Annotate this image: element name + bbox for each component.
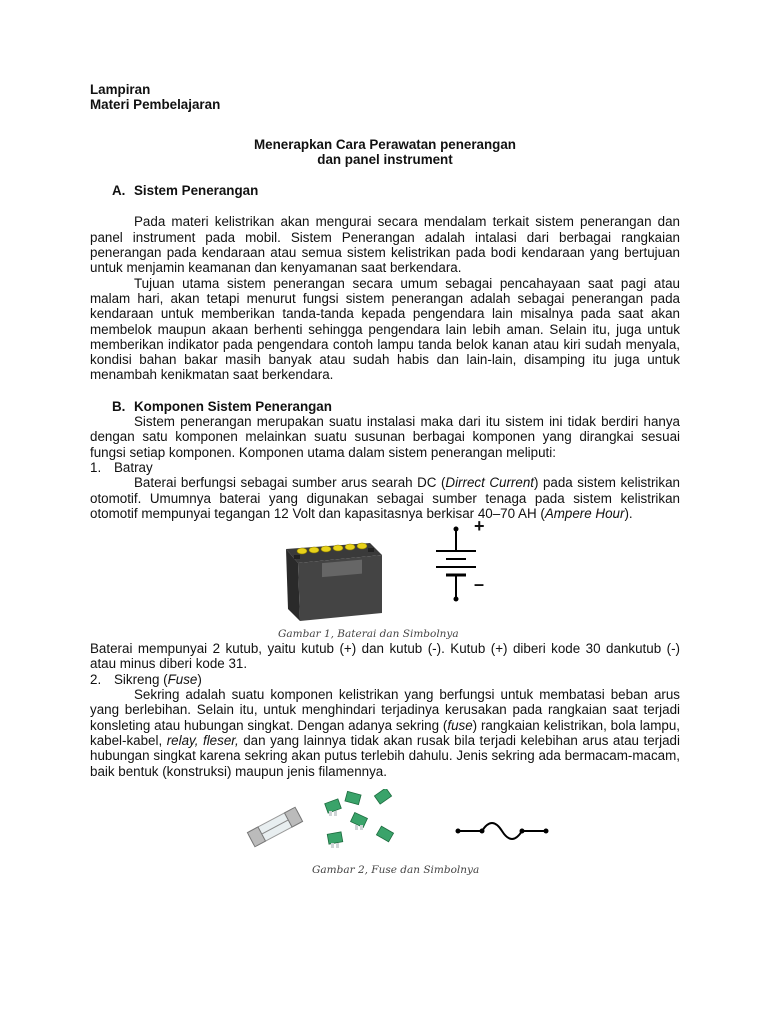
- section-a-paragraph-1: Pada materi kelistrikan akan mengurai secara mendalam terkait sistem penerangan dan panel instrument pada mobil. Sistem Penerangan adalah intalasi dari berbagai rangkaian penerangan pada kendaraan atau semua sistem kelistrikan pada bodi kendaraan yang bertujuan untuk menjamin keamanan dan kenyamanan saat berkendara.: [90, 214, 680, 276]
- fuse-text-1: Sekring adalah suatu komponen kelistrikan yang berfungsi untuk membatasi beban arus yang berlebihan. Selain itu, untuk menghindari terjadinya kerusakan pada rangkaian saat terjadi konsleting atau hubungan singkat. Dengan adanya sekring (: [90, 687, 680, 733]
- fuse-italic-1: fuse: [447, 717, 473, 733]
- section-b-paragraph-1: Sistem penerangan merupakan suatu instalasi maka dari itu sistem ini tidak berdiri hanya dengan satu komponen melainkan suatu susunan berbagai komponen yang dirangkai sesuai fungsi setiap komponen. Komponen utama dalam sistem penerangan meliputi:: [90, 414, 680, 460]
- header-materi: Materi Pembelajaran: [90, 97, 221, 113]
- fuse-label-italic: Fuse: [167, 671, 198, 687]
- battery-italic-ah: Ampere Hour: [544, 505, 625, 521]
- battery-paragraph: [90, 475, 680, 521]
- figure-fuse: [90, 779, 680, 879]
- section-a-paragraph-2: Tujuan utama sistem penerangan secara umum sebagai pencahayaan saat pagi atau malam hari, akan tetapi menurut fungsi sistem penerangan adalah sebagai penerangan pada kendaraan untuk memberikan tanda-tanda kepada pengendara lain misalnya pada saat akan membelok maupun akaan berhenti sehingga pengendara lain lebih aman. Selain itu, juga untuk memberikan indikator pada pengendara contoh lampu tanda belok kanan atau kiri sudah menyala, kondisi bahan bakar masih banyak atau sudah habis dan lain-lain, disamping itu juga untuk menambah kenikmatan saat berkendara.: [90, 275, 680, 383]
- battery-symbol-icon: [430, 523, 510, 623]
- glass-fuse-icon: [240, 797, 310, 857]
- section-b-heading: [112, 399, 680, 414]
- battery-plus-label: +: [474, 516, 485, 537]
- section-a-letter: A.: [112, 183, 126, 199]
- document-title-line1: Menerapkan Cara Perawatan penerangan: [254, 136, 516, 152]
- fuse-text-3: dan yang lainnya tidak akan rusak bila terjadi kelebihan arus atau terjadi hubungan singkat karena sekring akan putus terlebih dahulu. Jenis sekring ada bermacam-macam, baik bentuk (konstruksi) maupun jenis filamennya.: [90, 732, 680, 779]
- battery-poles-paragraph: Baterai mempunyai 2 kutub, yaitu kutub (+) dan kutub (-). Kutub (+) diberi kode 30 dankutub (-) atau minus diberi kode 31.: [90, 641, 680, 672]
- battery-minus-label: –: [474, 574, 485, 595]
- blade-fuses-icon: [318, 789, 408, 859]
- section-b-title: Komponen Sistem Penerangan: [134, 398, 332, 414]
- fuse-label-b: ): [197, 671, 202, 687]
- battery-photo: [278, 529, 388, 625]
- figure-battery: [90, 516, 680, 641]
- list-item-label: Batray: [114, 459, 153, 475]
- fuse-label-a: Sikreng (: [114, 671, 168, 687]
- list-item-number: 2.: [90, 671, 102, 687]
- fuse-text-2: ) rangkaian kelistrikan, bola lampu, kabel-kabel,: [90, 717, 680, 748]
- battery-text-c: ).: [624, 505, 633, 521]
- list-item-battery: [90, 460, 680, 475]
- header-lampiran: Lampiran: [90, 82, 151, 97]
- document-page: [90, 82, 680, 879]
- fuse-symbol-icon: [452, 811, 552, 851]
- figure-2-caption: Gambar 2, Fuse dan Simbolnya: [312, 863, 480, 876]
- section-a-heading: [112, 183, 680, 198]
- document-title-line2: dan panel instrument: [317, 151, 453, 167]
- figure-1-caption: Gambar 1, Baterai dan Simbolnya: [278, 628, 459, 641]
- battery-text-b: ) pada sistem kelistrikan otomotif. Umumnya baterai yang digunakan sebagai sumber tenaga pada sistem kelistrikan otomotif mempunyai tegangan 12 Volt dan kapasitasnya berkisar 40–70 AH (: [90, 475, 680, 521]
- section-b-letter: B.: [112, 398, 126, 414]
- battery-text-a: Baterai berfungsi sebagai sumber arus searah DC (: [134, 475, 446, 491]
- section-a-title: Sistem Penerangan: [134, 183, 259, 199]
- fuse-italic-2: relay, fleser,: [166, 732, 239, 748]
- battery-italic-dc: Dirrect Current: [445, 475, 534, 491]
- fuse-paragraph: [90, 687, 680, 779]
- list-item-fuse: [90, 672, 680, 687]
- list-item-number: 1.: [90, 459, 102, 475]
